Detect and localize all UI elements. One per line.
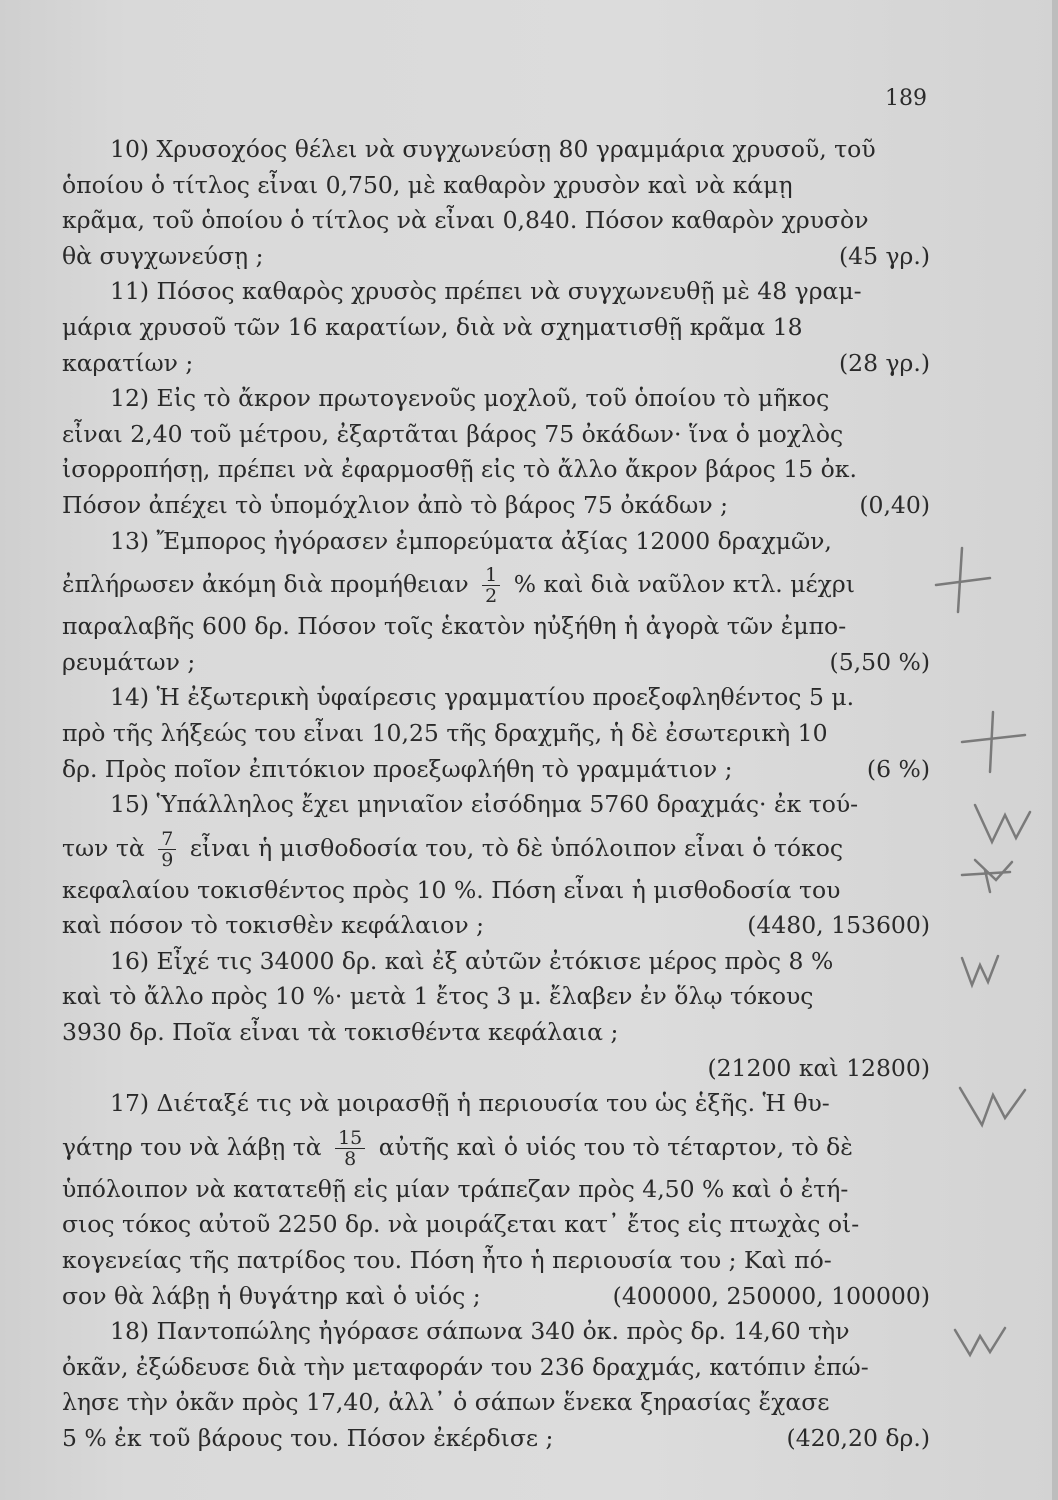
problem-line: 5 % ἐκ τοῦ βάρους του. Πόσον ἐκέρδισε ;	[62, 1424, 554, 1452]
problem-line: 18) Παντοπώλης ἠγόρασε σάπωνα 340 ὀκ. πρὸς δρ. 14,60 τὴν	[110, 1317, 850, 1346]
fraction-numerator: 15	[335, 1128, 365, 1149]
problem-line: θὰ συγχωνεύσῃ ;	[62, 241, 264, 270]
handwritten-w-mark	[962, 956, 998, 985]
problem-line: εἶναι 2,40 τοῦ μέτρου, ἐξαρτᾶται βάρος 75 ὀκάδων· ἵνα ὁ μοχλὸς	[62, 419, 844, 448]
fraction-denominator: 8	[344, 1147, 357, 1170]
problem-line: καὶ πόσον τὸ τοκισθὲν κεφάλαιον ;	[62, 911, 484, 940]
problem-line: ἰσορροπήσῃ, πρέπει νὰ ἐφαρμοσθῇ εἰς τὸ ἄλλο ἄκρον βάρος 15 ὀκ.	[62, 455, 857, 484]
problem-line: ὀκᾶν, ἐξώδευσε διὰ τὴν μεταφοράν του 236 δραχμάς, κατόπιν ἐπώ-	[62, 1352, 869, 1381]
answer: (45 γρ.)	[838, 241, 930, 270]
problem-line: πρὸ τῆς λήξεώς του εἶναι 10,25 τῆς δραχμῆς, ἡ δὲ ἐσωτερικὴ 10	[62, 718, 828, 747]
answer: (5,50 %)	[829, 647, 930, 676]
problem-line: σον θὰ λάβῃ ἡ θυγάτηρ καὶ ὁ υἱός ;	[62, 1281, 481, 1310]
handwritten-w-mark	[975, 805, 1030, 842]
problem-line: ὁποίου ὁ τίτλος εἶναι 0,750, μὲ καθαρὸν χρυσὸν καὶ νὰ κάμῃ	[62, 170, 793, 199]
handwritten-star-mark	[962, 860, 1012, 892]
handwritten-w-mark	[960, 1088, 1025, 1125]
answer: (4480, 153600)	[747, 911, 930, 940]
problem-line: παραλαβῆς 600 δρ. Πόσον τοῖς ἑκατὸν ηὐξήθη ἡ ἀγορὰ τῶν ἐμπο-	[62, 612, 847, 641]
problem-line: δρ. Πρὸς ποῖον ἐπιτόκιον προεξωφλήθη τὸ γραμμάτιον ;	[62, 754, 733, 783]
handwritten-w-mark	[955, 1328, 1005, 1355]
problem-line: 16) Εἶχέ τις 34000 δρ. καὶ ἐξ αὐτῶν ἐτόκισε μέρος πρὸς 8 %	[110, 946, 834, 975]
problem-line: 10) Χρυσοχόος θέλει νὰ συγχωνεύσῃ 80 γραμμάρια χρυσοῦ, τοῦ	[110, 135, 876, 163]
problem-line: 13) Ἔμπορος ἠγόρασεν ἐμπορεύματα ἀξίας 12000 δραχμῶν,	[110, 526, 832, 555]
problem-line: 3930 δρ. Ποῖα εἶναι τὰ τοκισθέντα κεφάλαια ;	[62, 1018, 619, 1047]
problem-line: Πόσον ἀπέχει τὸ ὑπομόχλιον ἀπὸ τὸ βάρος 75 ὀκάδων ;	[62, 490, 729, 519]
answer: (21200 καὶ 12800)	[707, 1053, 930, 1082]
line-text: ἐπλήρωσεν ἀκόμη διὰ προμήθειαν	[62, 570, 469, 599]
problem-line: κεφαλαίου τοκισθέντος πρὸς 10 %. Πόση εἶναι ἡ μισθοδοσία του	[62, 875, 841, 904]
problem-line: κρᾶμα, τοῦ ὁποίου ὁ τίτλος νὰ εἶναι 0,840. Πόσον καθαρὸν χρυσὸν	[62, 206, 869, 235]
problem-line: 14) Ἡ ἐξωτερικὴ ὑφαίρεσις γραμματίου προεξοφληθέντος 5 μ.	[110, 683, 855, 712]
problem-line: ὑπόλοιπον νὰ κατατεθῇ εἰς μίαν τράπεζαν πρὸς 4,50 % καὶ ὁ ἐτή-	[62, 1174, 849, 1203]
answer: (6 %)	[866, 754, 930, 783]
problem-line: καρατίων ;	[62, 348, 194, 377]
handwritten-plus-mark	[936, 548, 990, 612]
problem-line: κογενείας τῆς πατρίδος του. Πόση ἦτο ἡ περιουσία του ; Καὶ πό-	[62, 1246, 832, 1275]
line-text: εἶναι ἡ μισθοδοσία του, τὸ δὲ ὑπόλοιπον εἶναι ὁ τόκος	[189, 833, 844, 862]
problem-line: σιος τόκος αὐτοῦ 2250 δρ. νὰ μοιράζεται κατ᾽ ἔτος εἰς πτωχὰς οἰ-	[62, 1210, 860, 1239]
problem-line: καὶ τὸ ἄλλο πρὸς 10 %· μετὰ 1 ἔτος 3 μ. ἔλαβεν ἐν ὅλῳ τόκους	[62, 982, 814, 1011]
fraction-denominator: 2	[485, 585, 498, 608]
problem-line: λησε τὴν ὀκᾶν πρὸς 17,40, ἀλλ᾽ ὁ σάπων ἕνεκα ξηρασίας ἔχασε	[62, 1388, 830, 1417]
fraction-numerator: 1	[482, 565, 500, 586]
problem-line: 17) Διέταξέ τις νὰ μοιρασθῇ ἡ περιουσία του ὡς ἑξῆς. Ἡ θυ-	[110, 1089, 830, 1118]
fraction-denominator: 9	[161, 848, 174, 871]
problem-line: 12) Εἰς τὸ ἄκρον πρωτογενοῦς μοχλοῦ, τοῦ ὁποίου τὸ μῆκος	[110, 384, 830, 413]
handwritten-plus-mark	[962, 712, 1025, 772]
answer: (28 γρ.)	[838, 348, 930, 377]
problem-line: μάρια χρυσοῦ τῶν 16 καρατίων, διὰ νὰ σχηματισθῇ κρᾶμα 18	[62, 312, 803, 341]
line-text: των τὰ	[62, 833, 145, 862]
problem-line: ρευμάτων ;	[62, 647, 196, 676]
problem-line: 15) Ὑπάλληλος ἔχει μηνιαῖον εἰσόδημα 5760 δραχμάς· ἐκ τού-	[110, 790, 859, 819]
answer: (0,40)	[859, 490, 930, 519]
line-text: αὐτῆς καὶ ὁ υἱός του τὸ τέταρτον, τὸ δὲ	[378, 1132, 853, 1161]
line-text: γάτηρ του νὰ λάβῃ τὰ	[62, 1132, 322, 1161]
answer: (420,20 δρ.)	[786, 1424, 930, 1452]
page-number: 189	[885, 86, 927, 111]
line-text: % καὶ διὰ ναῦλον κτλ. μέχρι	[513, 570, 855, 599]
problem-line: 11) Πόσος καθαρὸς χρυσὸς πρέπει νὰ συγχωνευθῇ μὲ 48 γραμ-	[110, 277, 862, 306]
answer: (400000, 250000, 100000)	[612, 1281, 930, 1310]
fraction-numerator: 7	[158, 829, 176, 850]
